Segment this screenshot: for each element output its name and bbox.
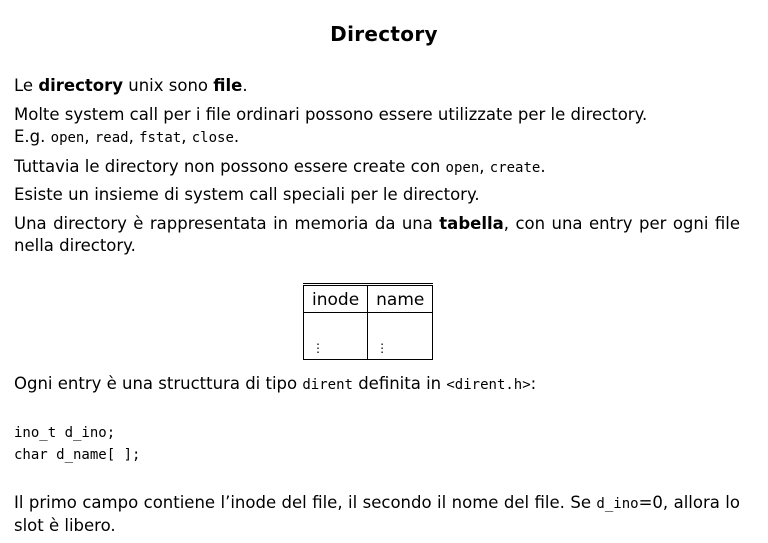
table-cell [304, 313, 368, 360]
text: , con una entry per ogni file nella directory. [14, 214, 740, 255]
code-line: ino_t d_ino; [14, 425, 116, 441]
text: Le [14, 76, 39, 95]
text: definita in [352, 374, 447, 393]
bold-term: file [213, 76, 243, 95]
code-term: <dirent.h> [446, 377, 531, 393]
text: Esiste un insieme di system call speciali per le directory. [14, 185, 480, 204]
text: Ogni entry è una structtura di tipo [14, 374, 303, 393]
text: E.g. [14, 127, 51, 146]
page-title: Directory [330, 22, 438, 46]
text: , [84, 127, 95, 146]
table-cell [368, 313, 433, 360]
text: . [242, 76, 248, 95]
column-header-inode: inode [304, 285, 368, 313]
vertical-ellipsis: ⋮ [376, 341, 389, 355]
text: : [530, 374, 537, 393]
code-term: d_ino [596, 496, 639, 512]
table-row [304, 313, 433, 360]
bold-term: directory [38, 76, 124, 95]
vertical-ellipsis: ⋮ [312, 341, 324, 355]
code-term: close [191, 130, 234, 146]
text: . [233, 127, 240, 146]
bold-term: tabella [439, 214, 504, 233]
text: =0, allora lo slot è libero. [14, 493, 740, 535]
text: , [128, 127, 140, 146]
code-block [14, 422, 740, 466]
text: . [540, 157, 546, 176]
code-term: read [94, 130, 129, 146]
code-term: create [489, 160, 541, 176]
text: Il primo campo contiene l’inode del file, il secondo il nome del file. Se [14, 493, 597, 512]
paragraph-table-representation [14, 213, 740, 257]
text: Tuttavia le directory non possono essere create con [14, 157, 446, 176]
directory-table [303, 283, 433, 360]
code-term: dirent [302, 377, 353, 393]
paragraph-directory-files [14, 75, 740, 97]
paragraph-fields [14, 492, 740, 537]
text: Una directory è rappresentata in memoria da una [14, 214, 440, 233]
code-term: open [50, 130, 85, 146]
text: unix sono [123, 76, 214, 95]
code-term: open [445, 160, 480, 176]
code-line: char d_name[ ]; [14, 447, 141, 463]
paragraph-dirent [14, 373, 740, 396]
text: , [181, 127, 192, 146]
code-term: fstat [139, 130, 182, 146]
text: , [479, 157, 490, 176]
paragraph-create-restriction [14, 156, 740, 179]
paragraph-system-calls [14, 104, 740, 149]
text: Molte system call per i file ordinari possono essere utilizzate per le directory. [14, 105, 648, 124]
column-header-name: name [368, 285, 433, 313]
paragraph-special-calls [14, 184, 740, 206]
